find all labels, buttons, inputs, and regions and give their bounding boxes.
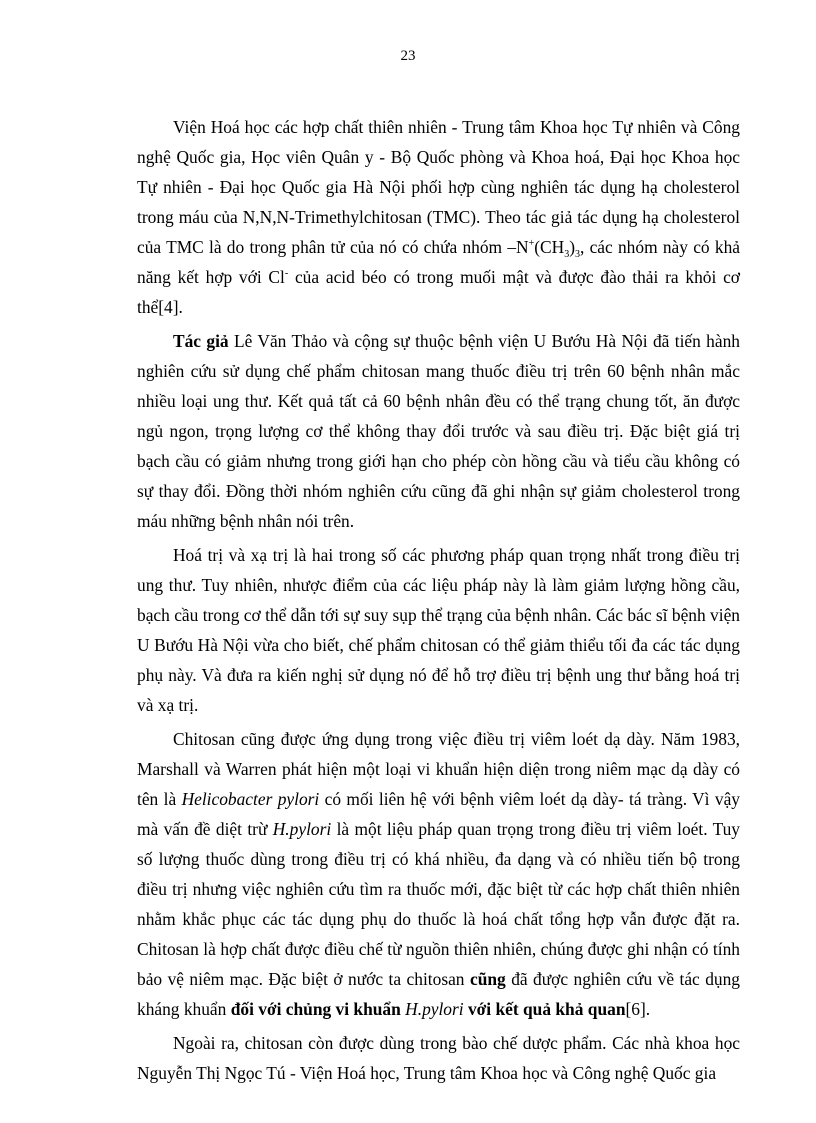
- text-run: Ngoài ra, chitosan còn được dùng trong bào chế dược phẩm. Các nhà khoa học Nguyễn Thị Ngọc Tú - Viện Hoá học, Trung tâm Khoa học và Công nghệ Quốc gia: [137, 1033, 740, 1083]
- bold-run: đối với chủng vi khuẩn: [230, 999, 401, 1019]
- superscript: +: [528, 238, 535, 249]
- subscript: 3: [564, 249, 570, 260]
- subscript: 3: [574, 249, 580, 260]
- text-run: có mối liên hệ với bệnh viêm loét dạ dày- tá tràng. Vì vậy mà vấn đề diệt trừ: [137, 789, 741, 839]
- paragraph-chemo-radiotherapy: [137, 540, 740, 720]
- paragraph-le-van-thao-study: [137, 326, 740, 536]
- bold-lead: Tác giả: [173, 331, 229, 351]
- paragraph-pharmaceutical-use: [137, 1028, 740, 1088]
- text-run: Lê Văn Thảo và cộng sự thuộc bệnh viện U Bướu Hà Nội đã tiến hành nghiên cứu sử dụng chế phẩm chitosan mang thuốc điều trị trên 60 bệnh nhân mắc nhiều loại ung thư. Kết quả tất cả 60 bệnh nhân đều có thể trạng chung tốt, ăn được ngủ ngon, trọng lượng cơ thể không thay đổi trước và sau điều trị. Đặc biệt giá trị bạch cầu có giảm nhưng trong giới hạn cho phép còn hồng cầu và tiểu cầu không có sự thay đổi. Đồng thời nhóm nghiên cứu cũng đã ghi nhận sự giảm cholesterol trong máu những bệnh nhân nói trên.: [137, 331, 740, 531]
- text-run: Chitosan cũng được ứng dụng trong việc điều trị viêm loét dạ dày. Năm 1983, Marshall và Warren phát hiện một loại vi khuẩn hiện diện trong niêm mạc dạ dày có tên là: [137, 729, 740, 809]
- document-body: [137, 112, 740, 1088]
- bold-run: với kết quả khả quan: [467, 999, 626, 1019]
- bold-run: cũng: [469, 969, 506, 989]
- text-run: (CH: [534, 237, 565, 257]
- text-run: [6].: [625, 999, 651, 1019]
- paragraph-gastric-ulcer: [137, 724, 740, 1024]
- paragraph-tmc-cholesterol: [137, 112, 740, 322]
- superscript: -: [284, 268, 289, 279]
- text-run: là một liệu pháp quan trọng trong điều trị viêm loét. Tuy số lượng thuốc dùng trong điều trị có khá nhiều, đa dạng và có nhiều tiến bộ trong điều trị nhưng việc nghiên cứu tìm ra thuốc mới, đặc biệt từ các hợp chất thiên nhiên nhằm khắc phục các tác dụng phụ do thuốc là hoá chất tổng hợp vẫn được đặt ra. Chitosan là hợp chất được điều chế từ nguồn thiên nhiên, chúng được ghi nhận có tính bảo vệ niêm mạc. Đặc biệt ở nước ta chitosan: [137, 819, 741, 989]
- text-run: của acid béo có trong muối mật và được đào thải ra khỏi cơ thể[4].: [137, 267, 740, 317]
- text-run: đã được nghiên cứu về tác dụng kháng khuẩn: [137, 969, 740, 1019]
- text-run: ): [569, 237, 575, 257]
- italic-run: H.pylori: [405, 999, 464, 1019]
- page-number: 23: [400, 48, 416, 64]
- italic-run: Helicobacter pylori: [181, 789, 320, 809]
- text-run: , các nhóm này có khả năng kết hợp với Cl: [137, 237, 740, 287]
- text-run: Viện Hoá học các hợp chất thiên nhiên - Trung tâm Khoa học Tự nhiên và Công nghệ Quốc gia, Học viên Quân y - Bộ Quốc phòng và Khoa hoá, Đại học Khoa học Tự nhiên - Đại học Quốc gia Hà Nội phối hợp cùng nghiên tác dụng hạ cholesterol trong máu của N,N,N-Trimethylchitosan (TMC). Theo tác giả tác dụng hạ cholesterol của TMC là do trong phân tử của nó có chứa nhóm –N: [137, 117, 740, 257]
- text-run: Hoá trị và xạ trị là hai trong số các phương pháp quan trọng nhất trong điều trị ung thư. Tuy nhiên, nhược điểm của các liệu pháp này là làm giảm lượng hồng cầu, bạch cầu trong cơ thể dẫn tới sự suy sụp thể trạng của bệnh nhân. Các bác sĩ bệnh viện U Bướu Hà Nội vừa cho biết, chế phẩm chitosan có thể giảm thiểu tối đa các tác dụng phụ này. Và đưa ra kiến nghị sử dụng nó để hỗ trợ điều trị bệnh ung thư bằng hoá trị và xạ trị.: [137, 545, 740, 715]
- italic-run: H.pylori: [272, 819, 332, 839]
